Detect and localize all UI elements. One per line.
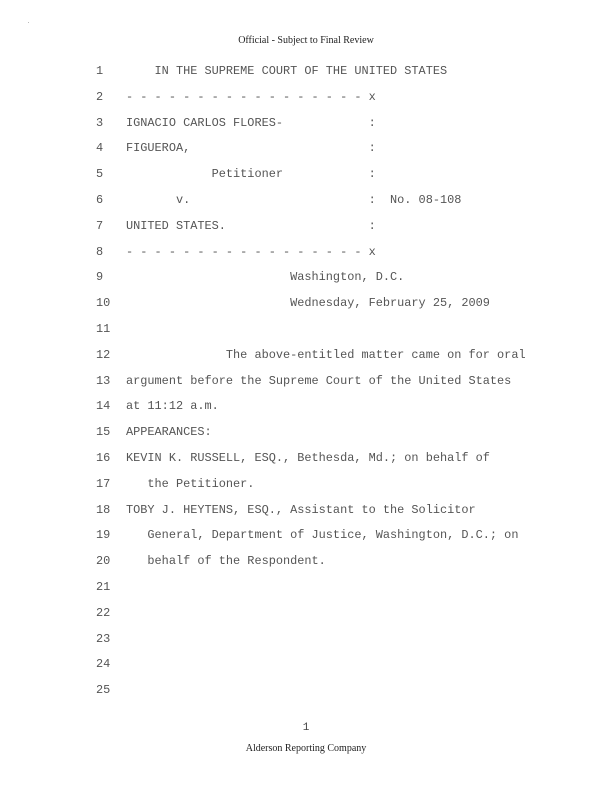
line-text: UNITED STATES. :	[126, 218, 376, 233]
scan-speck	[28, 22, 29, 23]
line-text: - - - - - - - - - - - - - - - - - x	[126, 244, 376, 259]
line-text: Petitioner :	[126, 167, 376, 182]
line-number: 16	[96, 451, 111, 465]
line-text: - - - - - - - - - - - - - - - - - x	[126, 89, 376, 104]
line-number: 6	[96, 193, 104, 207]
line-number: 12	[96, 347, 111, 362]
line-text: v. : No. 08-108	[126, 193, 462, 207]
line-number: 10	[96, 296, 111, 311]
line-number: 25	[96, 683, 111, 698]
line-text: Washington, D.C.	[126, 270, 405, 285]
line-text: FIGUEROA, :	[126, 141, 376, 156]
line-number: 4	[96, 141, 104, 156]
line-text: TOBY J. HEYTENS, ESQ., Assistant to the Solicitor	[126, 502, 476, 517]
line-number: 13	[96, 373, 111, 388]
line-text: General, Department of Justice, Washington, D.C.; on	[126, 528, 519, 543]
line-number: 23	[96, 631, 111, 646]
line-number: 5	[96, 167, 104, 182]
line-number: 21	[96, 580, 111, 594]
line-number: 20	[96, 554, 111, 569]
line-text: IN THE SUPREME COURT OF THE UNITED STATES	[126, 64, 448, 78]
line-number: 18	[96, 502, 111, 517]
line-text: the Petitioner.	[126, 476, 255, 491]
line-text: The above-entitled matter came on for oral	[126, 347, 526, 362]
line-number: 8	[96, 244, 104, 259]
line-number: 19	[96, 528, 111, 543]
line-text: behalf of the Respondent.	[126, 554, 326, 569]
line-text: IGNACIO CARLOS FLORES- :	[126, 115, 376, 130]
line-number: 22	[96, 605, 111, 620]
line-number: 7	[96, 218, 104, 233]
line-text: APPEARANCES:	[126, 425, 212, 440]
line-text: argument before the Supreme Court of the United States	[126, 373, 512, 388]
page-header: Official - Subject to Final Review	[238, 35, 374, 46]
line-number: 14	[96, 399, 111, 414]
line-number: 1	[96, 64, 104, 78]
line-number: 2	[96, 89, 104, 104]
line-number: 9	[96, 270, 104, 285]
line-text: Wednesday, February 25, 2009	[126, 296, 490, 311]
line-number: 15	[96, 425, 111, 440]
page-number: 1	[302, 722, 310, 734]
line-number: 24	[96, 657, 111, 672]
line-number: 11	[96, 322, 111, 336]
line-number: 17	[96, 476, 111, 491]
page-footer: Alderson Reporting Company	[245, 743, 367, 754]
line-text: KEVIN K. RUSSELL, ESQ., Bethesda, Md.; on behalf of	[126, 451, 490, 465]
line-text: at 11:12 a.m.	[126, 399, 219, 414]
line-number: 3	[96, 115, 104, 130]
